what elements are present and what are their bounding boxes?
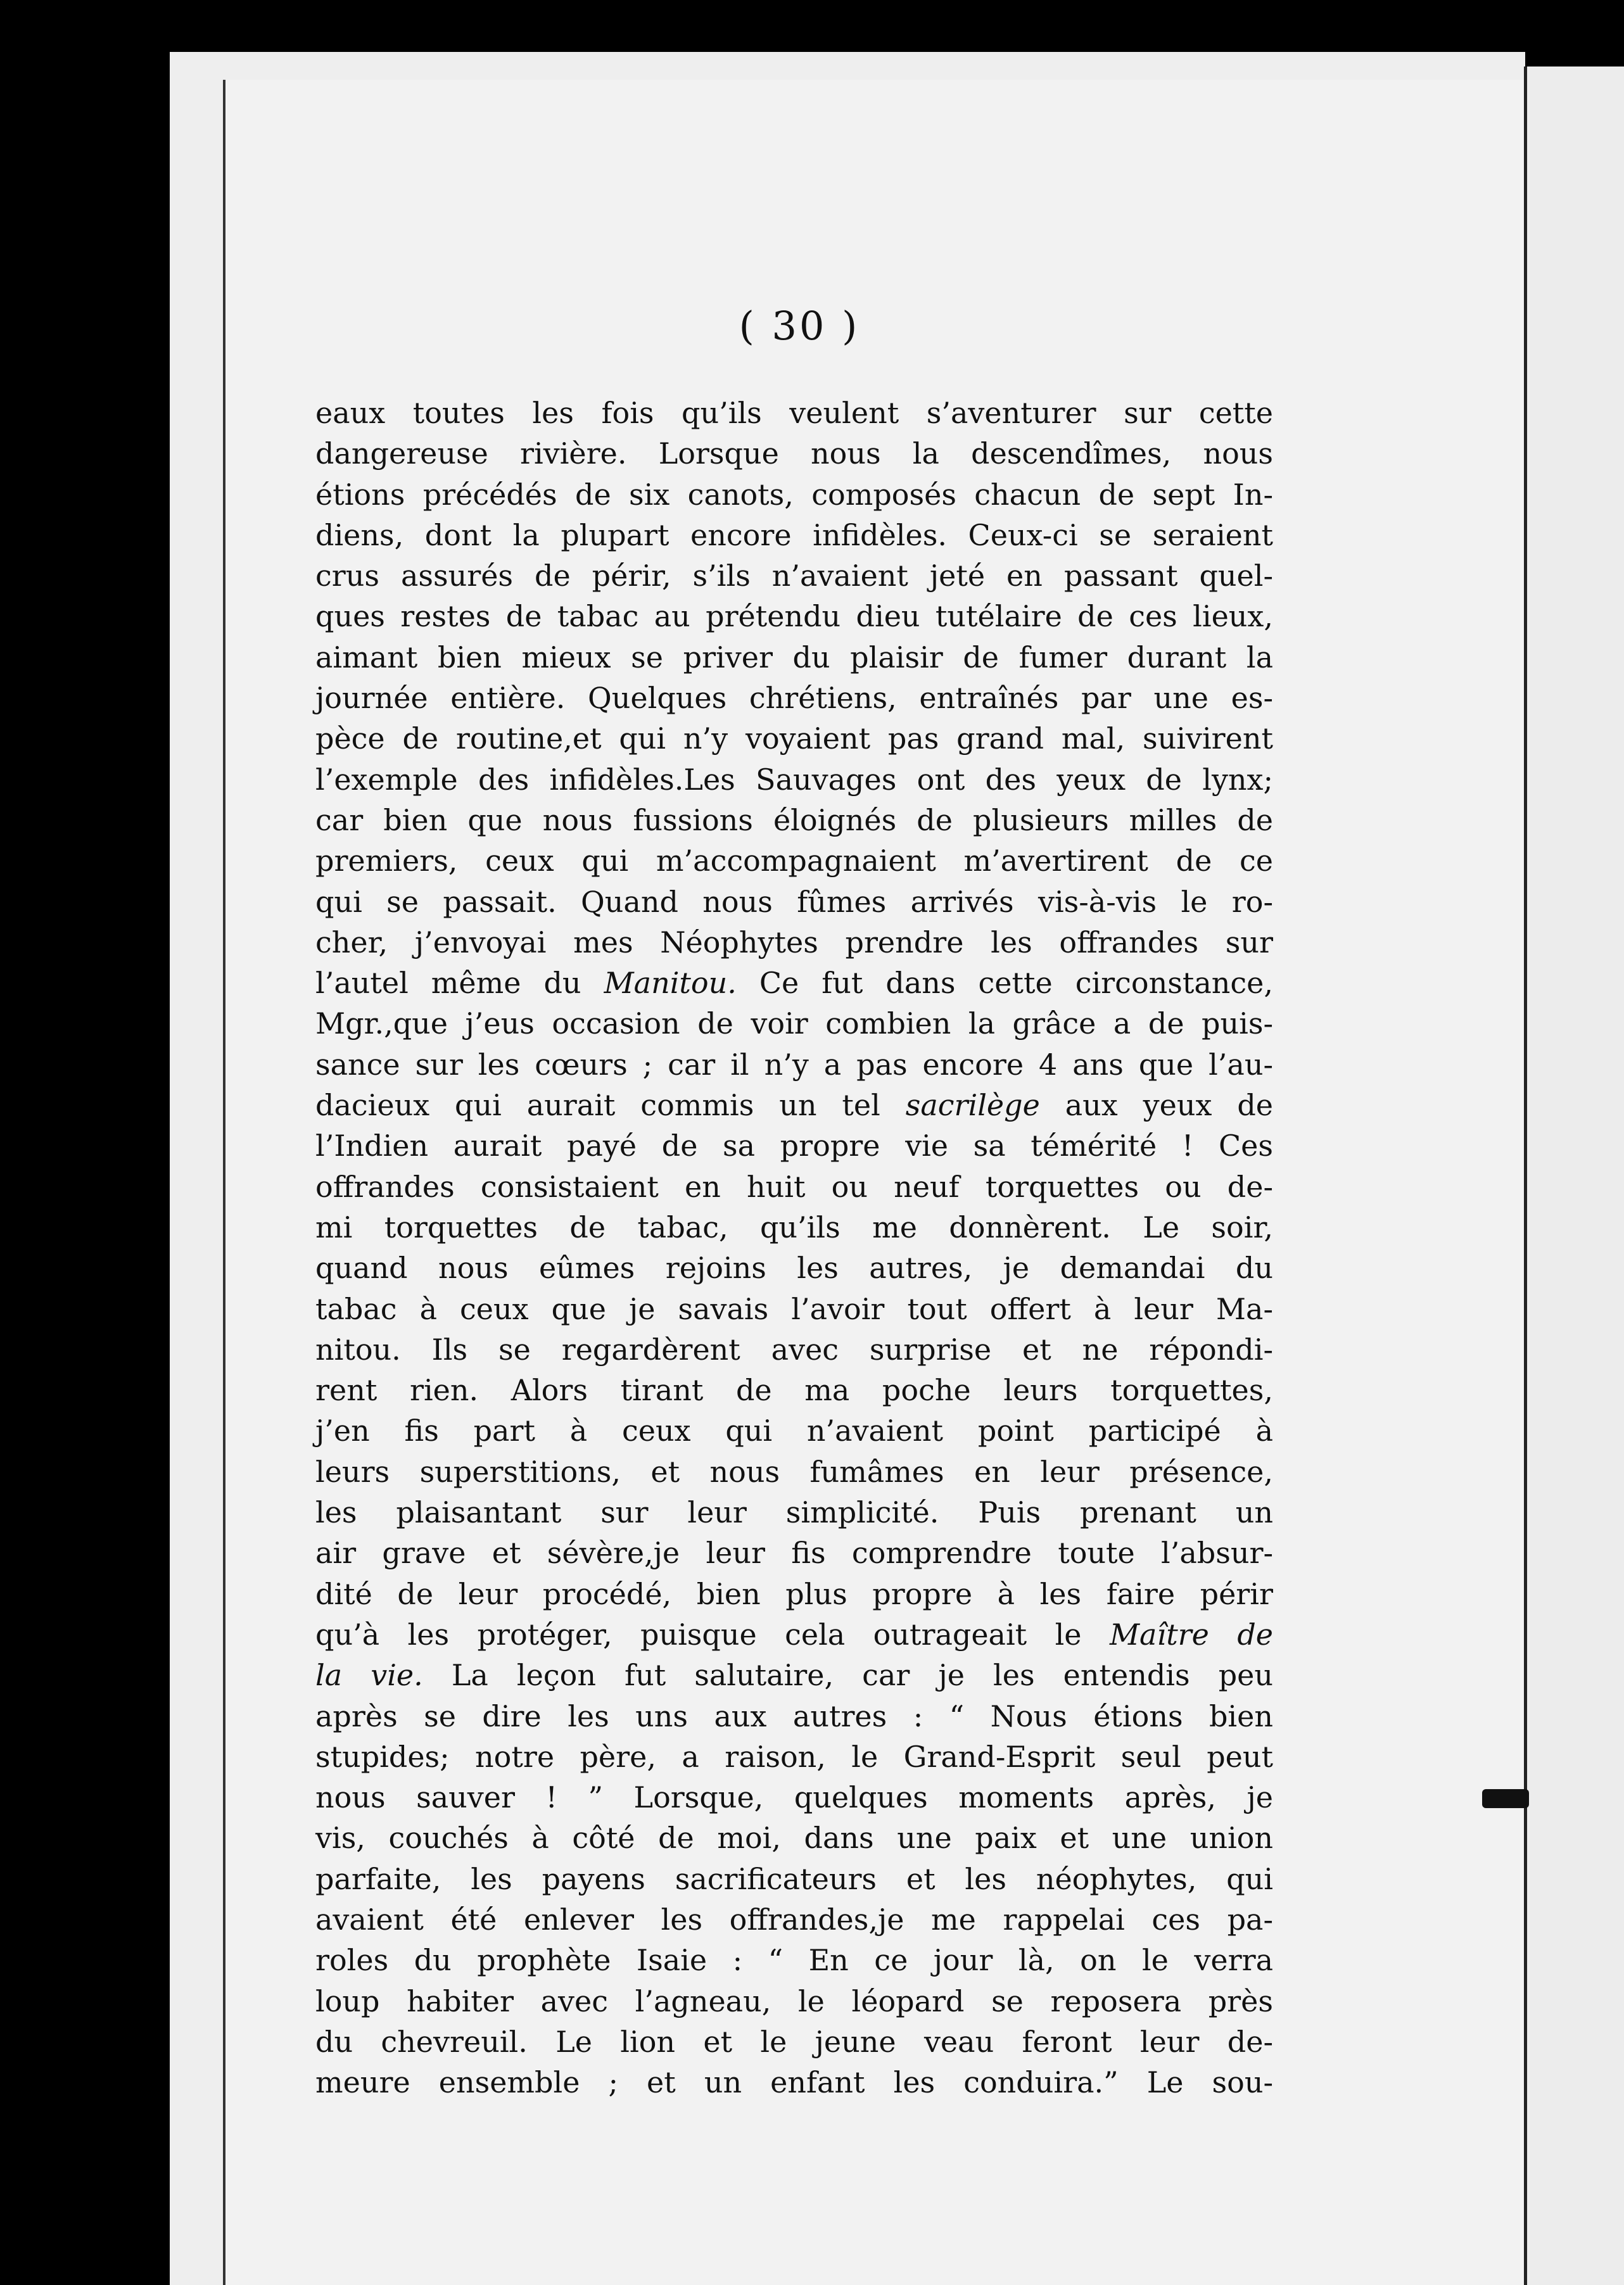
- text-run: leurs superstitions, et nous fumâmes en leur présence,: [315, 1454, 1273, 1489]
- text-run: parfaite, les payens sacrificateurs et les néophytes, qui: [315, 1861, 1273, 1896]
- text-line: [315, 474, 1273, 515]
- text-run: quand nous eûmes rejoins les autres, je demandai du: [315, 1251, 1273, 1286]
- text-run: crus assurés de périr, s’ils n’avaient jeté en passant quel-: [315, 559, 1273, 593]
- text-line: [315, 882, 1273, 922]
- italic-text: sacrilège: [905, 1088, 1040, 1123]
- text-line: [315, 1452, 1273, 1492]
- text-line: [315, 555, 1273, 596]
- text-run: Ce fut dans cette circonstance,: [736, 966, 1273, 1001]
- text-run: j’en fis part à ceux qui n’avaient point participé à: [315, 1414, 1273, 1448]
- page-number-text: ( 30 ): [739, 303, 860, 349]
- page-edge-right: [1524, 66, 1624, 2285]
- text-line: [315, 1125, 1273, 1166]
- text-line: [315, 1492, 1273, 1533]
- page-number: [0, 303, 1624, 349]
- text-line: [315, 2022, 1273, 2062]
- text-run: étions précédés de six canots, composés chacun de sept In-: [315, 477, 1273, 512]
- italic-text: la vie.: [315, 1658, 423, 1693]
- text-run: Mgr.,que j’eus occasion de voir combien la grâce a de puis-: [315, 1006, 1273, 1041]
- text-line: [315, 1085, 1273, 1125]
- italic-text: Manitou.: [604, 966, 737, 1001]
- text-run: stupides; notre père, a raison, le Grand-Esprit seul peut: [315, 1739, 1273, 1774]
- text-line: [315, 1655, 1273, 1695]
- text-line: [315, 759, 1273, 800]
- text-run: avaient été enlever les offrandes,je me rappelai ces pa-: [315, 1902, 1273, 1937]
- text-line: [315, 1003, 1273, 1044]
- text-run: journée entière. Quelques chrétiens, entraînés par une es-: [315, 681, 1273, 716]
- text-run: ques restes de tabac au prétendu dieu tutélaire de ces lieux,: [315, 599, 1273, 634]
- text-line: [315, 1777, 1273, 1818]
- text-run: diens, dont la plupart encore infidèles. Ceux-ci se seraient: [315, 517, 1273, 552]
- text-line: [315, 596, 1273, 636]
- text-run: vis, couchés à côté de moi, dans une paix et une union: [315, 1821, 1273, 1856]
- text-line: [315, 1370, 1273, 1410]
- text-run: tabac à ceux que je savais l’avoir tout offert à leur Ma-: [315, 1291, 1273, 1326]
- text-run: les plaisantant sur leur simplicité. Puis prenant un: [315, 1495, 1273, 1530]
- text-run: rent rien. Alors tirant de ma poche leurs torquettes,: [315, 1373, 1273, 1408]
- text-run: nous sauver ! ” Lorsque, quelques moments après, je: [315, 1780, 1273, 1815]
- text-line: [315, 1044, 1273, 1085]
- text-line: [315, 1696, 1273, 1737]
- text-run: premiers, ceux qui m’accompagnaient m’avertirent de ce: [315, 844, 1273, 878]
- text-run: nitou. Ils se regardèrent avec surprise et ne répondi-: [315, 1332, 1273, 1367]
- text-line: [315, 1940, 1273, 1980]
- text-line: [315, 1410, 1273, 1451]
- text-run: l’Indien aurait payé de sa propre vie sa témérité ! Ces: [315, 1129, 1273, 1163]
- text-run: roles du prophète Isaie : “ En ce jour là, on le verra: [315, 1943, 1273, 1978]
- text-run: La leçon fut salutaire, car je les entendis peu: [422, 1658, 1273, 1693]
- text-line: [315, 840, 1273, 881]
- text-line: [315, 2062, 1273, 2103]
- text-line: [315, 1248, 1273, 1288]
- text-line: [315, 800, 1273, 840]
- text-run: sance sur les cœurs ; car il n’y a pas encore 4 ans que l’au-: [315, 1047, 1273, 1082]
- text-run: l’autel même du: [315, 966, 604, 1001]
- text-line: [315, 1533, 1273, 1573]
- text-run: air grave et sévère,je leur fis comprendre toute l’absur-: [315, 1536, 1273, 1571]
- text-run: du chevreuil. Le lion et le jeune veau feront leur de-: [315, 2024, 1273, 2059]
- text-run: l’exemple des infidèles.Les Sauvages ont des yeux de lynx;: [315, 762, 1273, 797]
- text-run: dacieux qui aurait commis un tel: [315, 1088, 906, 1123]
- body-text: [315, 393, 1273, 2103]
- text-line: [315, 718, 1273, 759]
- text-line: [315, 1818, 1273, 1858]
- text-line: [315, 678, 1273, 718]
- text-line: [315, 1981, 1273, 2022]
- text-run: après se dire les uns aux autres : “ Nous étions bien: [315, 1699, 1273, 1733]
- text-run: loup habiter avec l’agneau, le léopard se reposera près: [315, 1984, 1273, 2018]
- text-run: cher, j’envoyai mes Néophytes prendre les offrandes sur: [315, 925, 1273, 959]
- text-line: [315, 1329, 1273, 1370]
- text-line: [315, 922, 1273, 963]
- text-run: aimant bien mieux se priver du plaisir de fumer durant la: [315, 640, 1273, 674]
- binding-mark: [1482, 1789, 1529, 1808]
- text-run: aux yeux de: [1039, 1088, 1273, 1123]
- text-line: [315, 1859, 1273, 1899]
- text-run: qu’à les protéger, puisque cela outrageait le: [315, 1617, 1110, 1652]
- text-run: dité de leur procédé, bien plus propre à les faire périr: [315, 1576, 1273, 1611]
- text-line: [315, 393, 1273, 433]
- text-line: [315, 1899, 1273, 1940]
- text-line: [315, 433, 1273, 474]
- text-run: qui se passait. Quand nous fûmes arrivés vis-à-vis le ro-: [315, 884, 1273, 919]
- text-line: [315, 963, 1273, 1003]
- text-run: pèce de routine,et qui n’y voyaient pas grand mal, suivirent: [315, 721, 1273, 756]
- text-line: [315, 1207, 1273, 1248]
- text-line: [315, 1167, 1273, 1207]
- text-run: meure ensemble ; et un enfant les conduira.” Le sou-: [315, 2065, 1273, 2100]
- text-line: [315, 1574, 1273, 1614]
- text-run: eaux toutes les fois qu’ils veulent s’aventurer sur cette: [315, 396, 1273, 430]
- text-run: car bien que nous fussions éloignés de plusieurs milles de: [315, 802, 1273, 837]
- text-line: [315, 1614, 1273, 1655]
- text-line: [315, 515, 1273, 555]
- text-line: [315, 1737, 1273, 1777]
- text-run: mi torquettes de tabac, qu’ils me donnèrent. Le soir,: [315, 1210, 1273, 1244]
- text-run: offrandes consistaient en huit ou neuf torquettes ou de-: [315, 1169, 1273, 1204]
- italic-text: Maître de: [1109, 1617, 1273, 1652]
- text-run: dangereuse rivière. Lorsque nous la descendîmes, nous: [315, 436, 1273, 471]
- text-line: [315, 1289, 1273, 1329]
- text-line: [315, 637, 1273, 678]
